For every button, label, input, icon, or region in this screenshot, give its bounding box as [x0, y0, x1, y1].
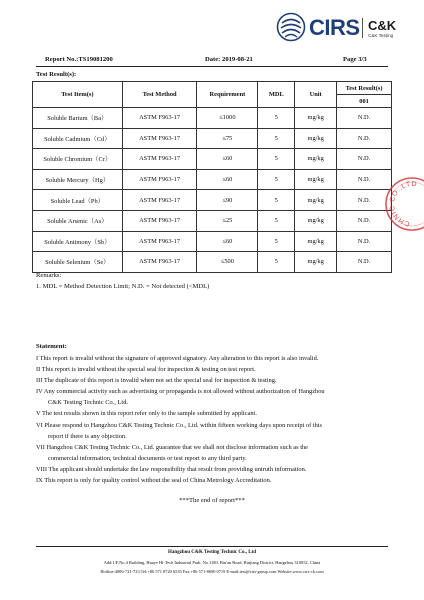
remarks: [36, 271, 209, 292]
cell-test-method: ASTM F963-17: [122, 128, 197, 149]
end-of-report: ***The end of report***: [179, 497, 245, 504]
svg-text:CHNIC CO.,LTD: [389, 181, 417, 227]
cell-test-method: ASTM F963-17: [122, 210, 197, 231]
table-row: [33, 231, 392, 252]
table-row: [33, 149, 392, 170]
cell-requirement: ≤25: [197, 210, 258, 231]
cell-result: N.D.: [337, 190, 392, 211]
logo-subtitle: C&K Testing: [368, 33, 394, 38]
statement-title: Statement:: [36, 343, 67, 350]
remarks-line: 1. MDL = Method Detection Limit; N.D. = Not detected (<MDL): [36, 282, 210, 290]
statement-item: I This report is invalid without the signature of approved signatory. Any alteration to this report is also invalid.: [36, 355, 319, 362]
company-logo: [276, 12, 416, 44]
header-divider: [36, 66, 388, 67]
header-test-method: Test Method: [122, 82, 197, 108]
footer-address: Add:1/F,No.4 Building, Huaye Hi-Tech Industrial Park, No.1180, Bin'an Road, Binjiang District, Hangzhou 310052, China: [103, 560, 321, 565]
page-number: Page 3/3: [343, 56, 367, 63]
cell-requirement: ≤60: [197, 231, 258, 252]
statement-item: V The test results shown in this report refer only to the sample submitted by applicant.: [36, 410, 257, 418]
cell-unit: mg/kg: [295, 231, 337, 252]
statement-item: IV Any commercial activity such as advertising or propaganda is not allowed without authorization of Hangzhou: [36, 388, 325, 396]
cell-unit: mg/kg: [295, 210, 337, 231]
cell-test-item: Soluble Arsenic（As）: [33, 210, 123, 231]
header-requirement: Requirement: [197, 82, 258, 108]
header-sample-id: 001: [337, 95, 392, 108]
statement-item: VIII The applicant should undertake the law responsibility that result from providing untruth information.: [36, 465, 307, 473]
cell-requirement: ≤75: [197, 128, 258, 149]
statement-item: VII Hangzhou C&K Testing Technic Co., Ltd. guarantee that we shall not disclose information such as the: [36, 443, 309, 451]
cell-test-method: ASTM F963-17: [122, 169, 197, 190]
cell-mdl: 5: [258, 169, 295, 190]
globe-logo-icon: [276, 12, 306, 42]
cell-unit: mg/kg: [295, 252, 337, 273]
header-test-result: Test Result(s): [337, 82, 392, 95]
statement-item-continuation: commercial information, technical documents or test report to any third party.: [48, 454, 247, 462]
statement-list: [36, 353, 396, 486]
cell-unit: mg/kg: [295, 149, 337, 170]
table-row: [33, 108, 392, 129]
statement-item-continuation: C&K Testing Technic Co., Ltd.: [48, 399, 128, 407]
seal-text: CHNIC CO.,LTD: [388, 180, 418, 227]
table-row: [33, 210, 392, 231]
table-row: [33, 252, 392, 273]
cell-test-item: Soluble Selenium（Se）: [33, 252, 123, 273]
cell-unit: mg/kg: [295, 190, 337, 211]
cell-requirement: ≤60: [197, 169, 258, 190]
results-title: Test Result(s):: [36, 71, 77, 78]
cell-mdl: 5: [258, 231, 295, 252]
cell-unit: mg/kg: [295, 108, 337, 129]
header-unit: Unit: [295, 82, 337, 108]
logo-brand-text: CIRS: [309, 15, 360, 40]
cell-requirement: ≤90: [197, 190, 258, 211]
report-number: Report No.:TS19081200: [45, 56, 113, 63]
table-row: [33, 128, 392, 149]
statement-item: III The duplicate of this report is invalid when not set the special seal for inspection & testing.: [36, 377, 277, 385]
cell-requirement: ≤60: [197, 149, 258, 170]
cell-mdl: 5: [258, 252, 295, 273]
cell-mdl: 5: [258, 149, 295, 170]
cell-result: N.D.: [337, 252, 392, 273]
cell-result: N.D.: [337, 128, 392, 149]
table-row: [33, 190, 392, 211]
cell-mdl: 5: [258, 210, 295, 231]
cell-test-method: ASTM F963-17: [122, 252, 197, 273]
cell-test-item: Soluble Chromium（Cr）: [33, 149, 123, 170]
cell-test-item: Soluble Barium（Ba）: [33, 108, 123, 129]
cell-test-item: Soluble Lead（Pb）: [33, 190, 123, 211]
statement-item: IX This report is only for quality control without the seal of China Metrology Accreditation.: [36, 477, 272, 485]
cell-test-method: ASTM F963-17: [122, 108, 197, 129]
remarks-title: Remarks:: [36, 272, 62, 279]
cell-requirement: ≤1000: [197, 108, 258, 129]
cell-mdl: 5: [258, 190, 295, 211]
results-table: [32, 81, 392, 273]
cell-test-method: ASTM F963-17: [122, 231, 197, 252]
statement-item: II This report is invalid without the special seal for inspection & testing on test report.: [36, 366, 256, 374]
logo-divider: [362, 18, 363, 38]
header-mdl: MDL: [258, 82, 295, 108]
cell-test-method: ASTM F963-17: [122, 149, 197, 170]
cell-result: N.D.: [337, 169, 392, 190]
company-seal-stamp: [380, 172, 424, 236]
header-test-item: Test Item(s): [33, 82, 123, 108]
footer-company: Hangzhou C&K Testing Technic Co., Ltd: [168, 550, 256, 555]
cell-test-item: Soluble Antimony（Sb）: [33, 231, 123, 252]
cell-result: N.D.: [337, 149, 392, 170]
statement-item-continuation: report if there is any objection.: [48, 432, 127, 440]
cell-test-item: Soluble Mercury（Hg）: [33, 169, 123, 190]
cell-test-item: Soluble Cadmium（Cd）: [33, 128, 123, 149]
cell-mdl: 5: [258, 128, 295, 149]
cell-result: N.D.: [337, 108, 392, 129]
footer-divider: [36, 546, 388, 547]
logo-ck-text: C&K: [368, 18, 397, 33]
cell-result: N.D.: [337, 210, 392, 231]
cell-unit: mg/kg: [295, 169, 337, 190]
report-date: Date: 2019-08-21: [205, 56, 253, 63]
cell-mdl: 5: [258, 108, 295, 129]
cell-test-method: ASTM F963-17: [122, 190, 197, 211]
table-header-row: [33, 82, 392, 95]
cell-unit: mg/kg: [295, 128, 337, 149]
statement-item: VI Please respond to Hangzhou C&K Testing Technic Co., Ltd. within fifteen working days upon receipt of this: [36, 421, 323, 429]
cell-result: N.D.: [337, 231, 392, 252]
cell-requirement: ≤500: [197, 252, 258, 273]
footer-contact: Hotline:4006-721-723 Tel:+86 571 8720 6535 Fax:+86 571-8690 0719 E-mail:test@cirs-group.com Website:www.cirs-ck.com: [100, 569, 324, 574]
table-row: [33, 169, 392, 190]
